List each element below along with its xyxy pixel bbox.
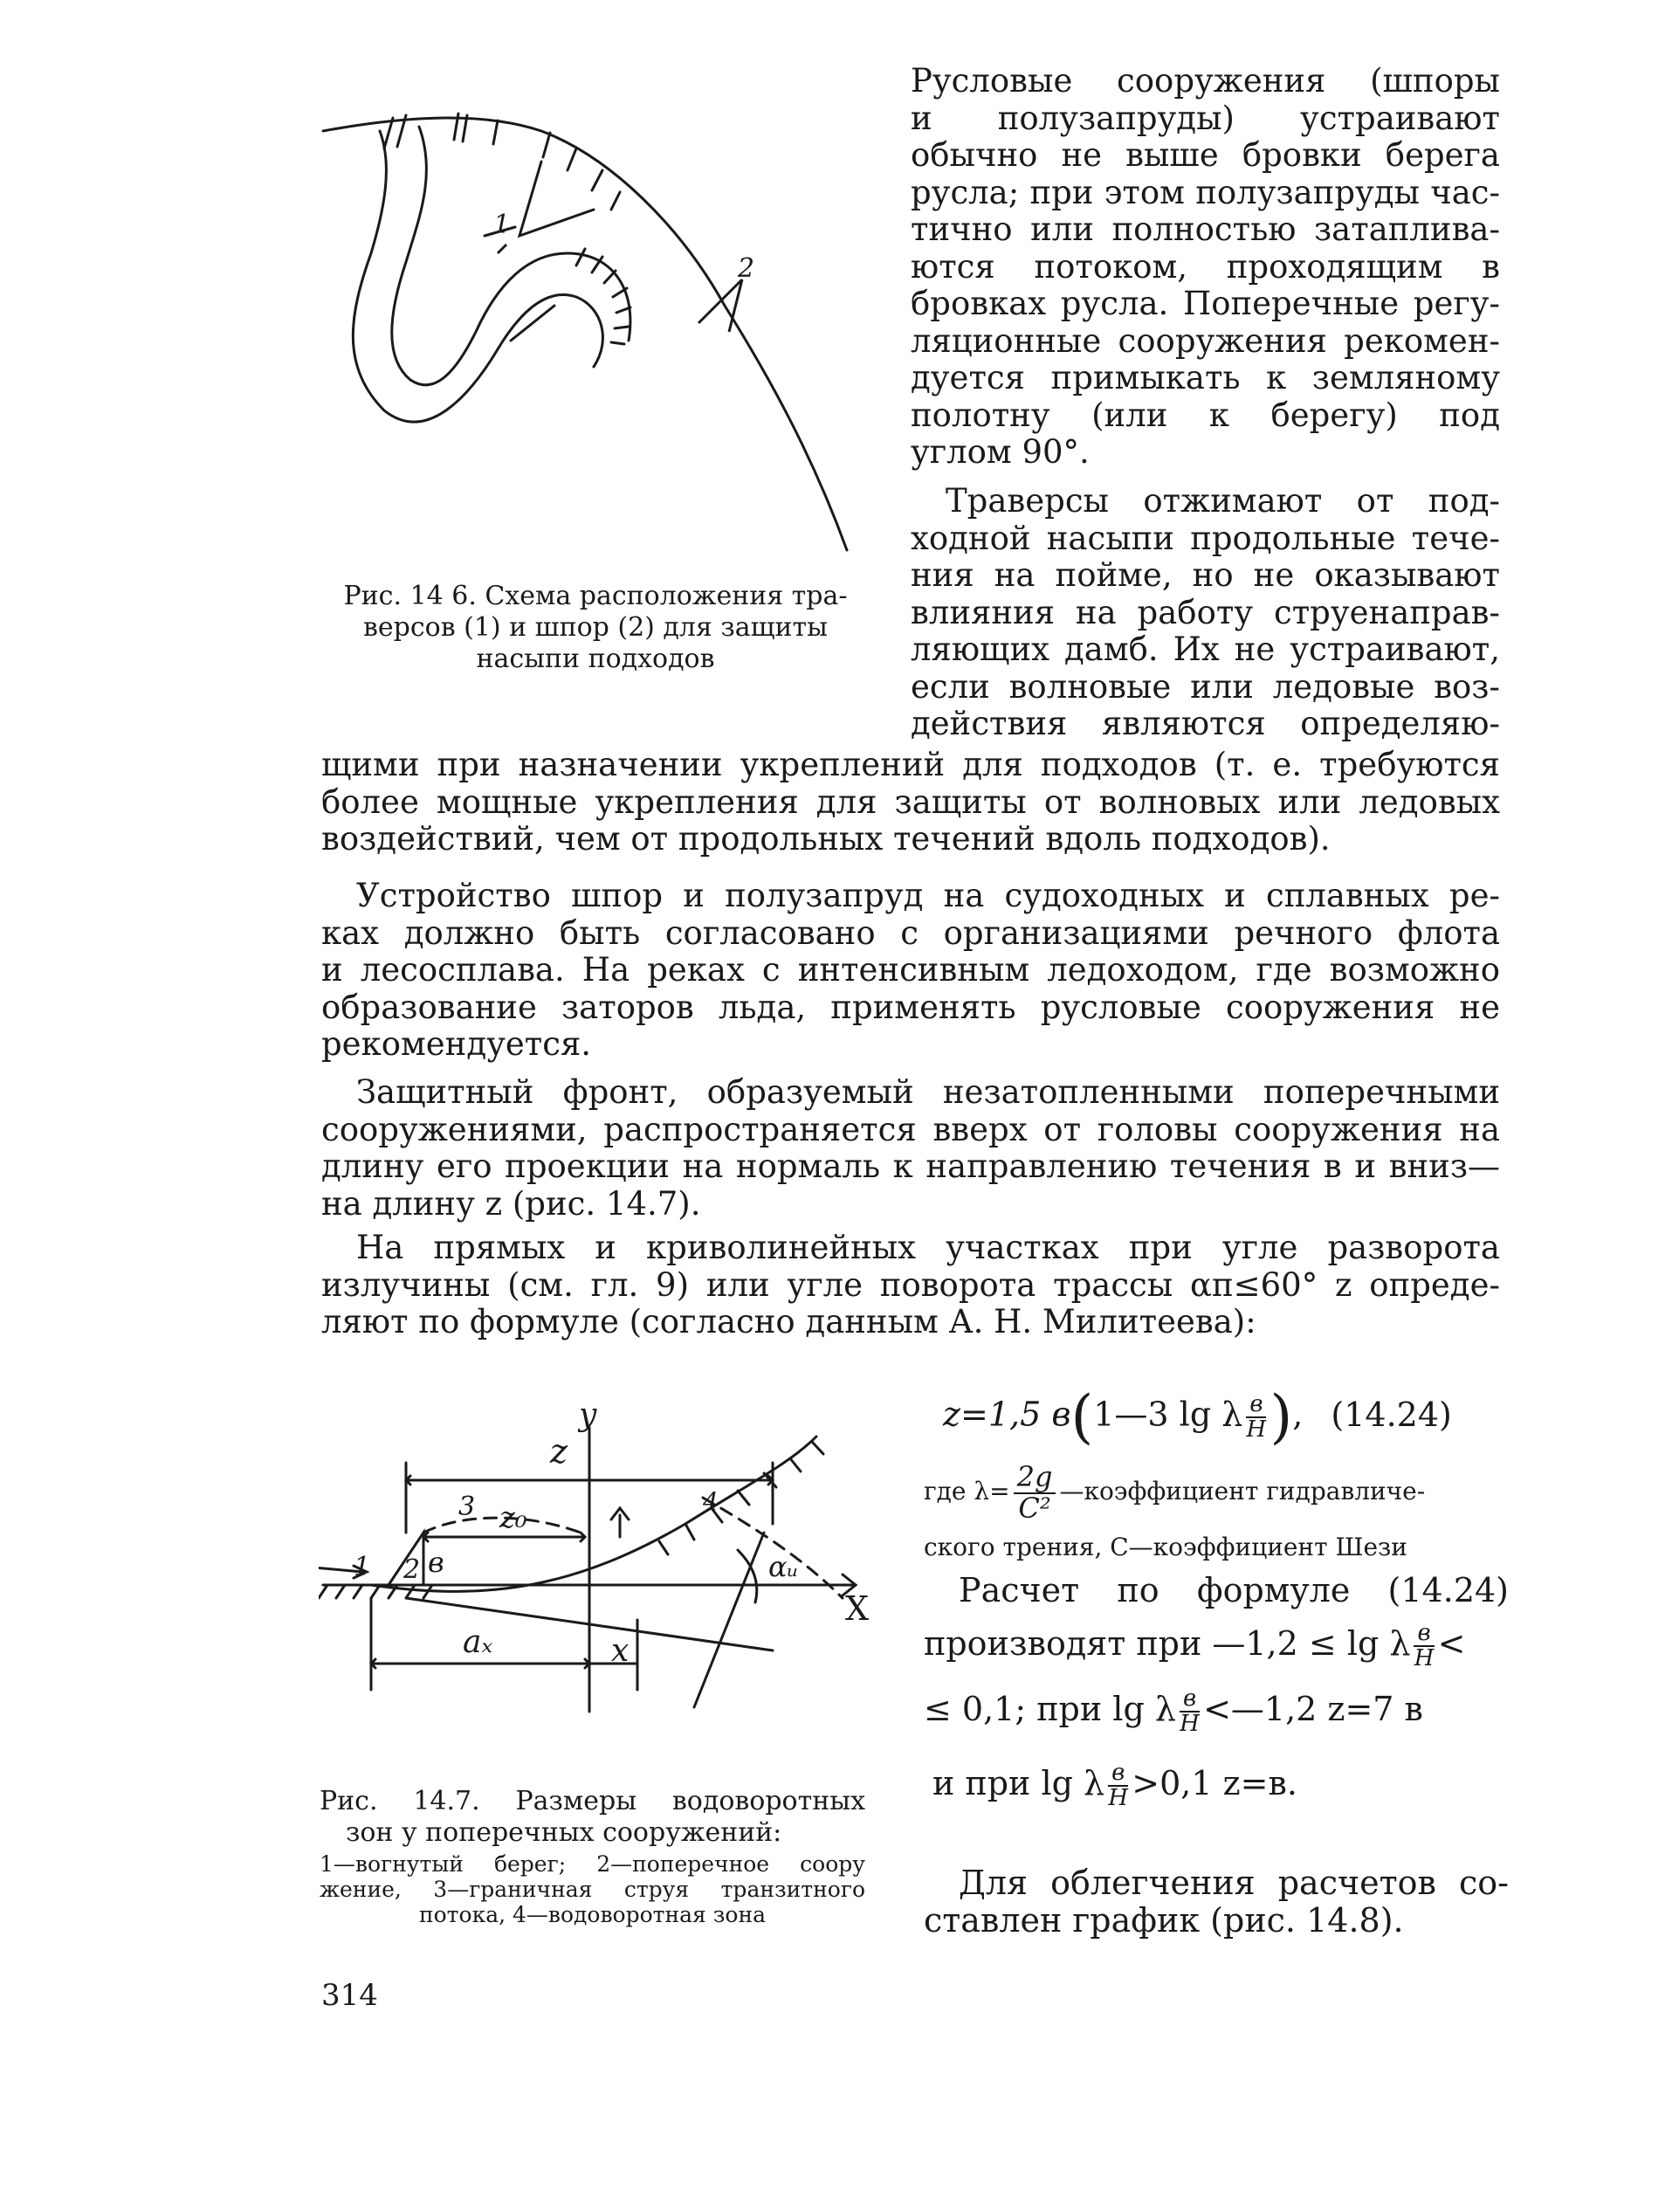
fig147-legend-line: жение, 3—граничная струя транзитного	[320, 1877, 865, 1902]
where-num: 2g	[1014, 1463, 1056, 1494]
text-line: тично или полностью затаплива-	[911, 210, 1500, 248]
formula-frac-num: в	[1246, 1393, 1266, 1418]
fig147-label-z: z	[550, 1432, 568, 1471]
fig147-label-1: 1	[354, 1552, 371, 1582]
fig147-legend-line: потока, 4—водоворотная зона	[418, 1902, 767, 1927]
calc-fraction	[1414, 1619, 1435, 1671]
text-line: дуется примыкать к земляному	[911, 359, 1500, 396]
traverse-structure	[519, 162, 594, 236]
fig147-label-x-axis: X	[845, 1589, 870, 1628]
where-den: C²	[1018, 1491, 1051, 1525]
calc-line-4	[924, 1761, 1509, 1831]
text-line: Траверсы отжимают от под-	[946, 482, 1500, 520]
full-paragraph-3	[321, 1074, 1500, 1223]
right-column-paragraph-2	[911, 483, 1500, 743]
calc-line-3	[924, 1687, 1509, 1761]
text-line: русла; при этом полузапруды час-	[911, 173, 1500, 211]
text-line: ляционные сооружения рекомен-	[911, 321, 1500, 360]
text-line: действия являются определяю-	[911, 705, 1500, 742]
calc-fraction	[1108, 1761, 1128, 1811]
text-line: На прямых и криволинейных участках при угле разворота	[356, 1229, 1500, 1266]
full-paragraph-1	[321, 747, 1500, 858]
calc-line-2-tail: <	[1437, 1623, 1466, 1663]
text-line: излучины (см. гл. 9) или угле поворота трассы αп≤60° z опреде-	[321, 1265, 1500, 1304]
page-number: 314	[321, 1978, 378, 2013]
fig147-legend	[320, 1851, 865, 1927]
text-line: Русловые сооружения (шпоры	[911, 62, 1500, 100]
calc-paragraph	[924, 1572, 1509, 1831]
fig147-label-3: 3	[458, 1492, 476, 1522]
text-line: и полузапруды) устраивают	[911, 99, 1500, 137]
fig146-caption-line: версов (1) и шпор (2) для защиты	[362, 612, 829, 643]
final-paragraph	[924, 1864, 1509, 1939]
full-paragraph-2	[321, 878, 1500, 1064]
fig146-caption-line: Рис. 14 6. Схема расположения тра-	[343, 581, 848, 611]
formula-fraction	[1246, 1390, 1267, 1443]
where-clause	[924, 1460, 1509, 1525]
fig146-leaders	[489, 227, 768, 349]
text-line: полотну (или к берегу) под	[911, 396, 1500, 434]
calc-line-4-tail: >0,1 z=в.	[1132, 1763, 1297, 1802]
text-line: более мощные укрепления для защиты от волновых или ледовых	[321, 782, 1500, 821]
text-line: обычно не выше бровки берега	[911, 136, 1500, 174]
calc-frac-num: в	[1414, 1622, 1434, 1647]
formula-inner: 1—3 lg λ	[1093, 1395, 1243, 1434]
formula-paren-close: )	[1269, 1383, 1293, 1451]
text-line: ляют по формуле (согласно данным А. Н. Милитеева):	[321, 1303, 1256, 1340]
calc-line-4-text: и при lg λ	[932, 1763, 1105, 1802]
fig147-label-ax: aₓ	[463, 1624, 493, 1660]
text-line: ходной насыпи продольные тече-	[911, 519, 1500, 557]
text-line: Для облегчения расчетов со-	[959, 1864, 1509, 1902]
calc-frac-den: H	[1108, 1784, 1129, 1811]
fig147-caption-line: зон у поперечных сооружений:	[346, 1817, 782, 1848]
fig147-legend-line: 1—вогнутый берег; 2—поперечное соору	[320, 1851, 865, 1877]
calc-line-3-tail: <—1,2 z=7 в	[1203, 1689, 1423, 1728]
calc-frac-num: в	[1180, 1687, 1200, 1712]
where-rest: —коэффициент гидравличе-	[1059, 1477, 1426, 1506]
calc-fraction	[1180, 1687, 1200, 1737]
text-line: рекомендуется.	[321, 1025, 592, 1063]
fig147-label-alpha: αᵤ	[768, 1550, 799, 1583]
text-line: образование заторов льда, применять русловые сооружения не	[321, 988, 1500, 1026]
formula-frac-den: H	[1246, 1416, 1267, 1443]
calc-line-3-text: ≤ 0,1; при lg λ	[924, 1689, 1176, 1728]
fig147-label-z0: z₀	[499, 1500, 527, 1535]
text-line: бровках русла. Поперечные регу-	[911, 285, 1500, 322]
calc-line-2	[924, 1619, 1509, 1687]
full-paragraph-4	[321, 1230, 1500, 1341]
right-column-paragraph-1	[911, 63, 1500, 472]
fig147-caption	[320, 1786, 865, 1849]
text-line: и лесосплава. На реках с интенсивным ледоходом, где возможно	[321, 951, 1500, 989]
where-prefix: где λ=	[924, 1477, 1010, 1506]
text-line: воздействий, чем от продольных течений вдоль подходов).	[321, 820, 1331, 858]
formula-paren-open: (	[1070, 1383, 1094, 1451]
where-line-2: ского трения, С—коэффициент Шези	[924, 1533, 1407, 1561]
calc-line-1: Расчет по формуле (14.24)	[959, 1571, 1509, 1609]
fig147-label-y: y	[579, 1397, 597, 1433]
fig147-label-4: 4	[703, 1487, 719, 1516]
dim-depth	[611, 1508, 629, 1537]
fig147-label-2: 2	[403, 1554, 421, 1585]
calc-frac-den: H	[1414, 1644, 1435, 1671]
fig147-label-x-small: x	[611, 1633, 630, 1669]
text-line: сооружениями, распространяется вверх от головы сооружения на	[321, 1110, 1500, 1148]
text-line: ются потоком, проходящим в	[911, 247, 1500, 286]
formula-lhs: z=1,5 в	[943, 1395, 1071, 1434]
text-line: ляющих дамб. Их не устраивают,	[911, 631, 1500, 668]
fig146-label-1: 1	[493, 210, 511, 240]
fig146-label-2: 2	[738, 253, 755, 284]
calc-frac-den: H	[1180, 1710, 1200, 1737]
fig146-caption-line: насыпи подходов	[476, 644, 715, 674]
text-line: ках должно быть согласовано с организациями речного флота	[321, 913, 1500, 952]
text-line: ния на пойме, но не оказывают	[911, 556, 1500, 594]
fig147-label-b: в	[428, 1546, 444, 1579]
text-line: длину его проекции на нормаль к направлению течения в и вниз—	[321, 1147, 1500, 1185]
calc-line-2-text: производят при —1,2 ≤ lg λ	[924, 1623, 1411, 1663]
formula-14-24: z=1,5 в(1—3 lg λ $\frac{в}{H}$ ), (14.24)	[943, 1383, 1452, 1451]
text-line: если волновые или ледовые воз-	[911, 667, 1500, 706]
fig146-caption	[316, 581, 875, 675]
text-line: Устройство шпор и полузапруд на судоходных и сплавных ре-	[356, 877, 1500, 914]
formula-number: (14.24)	[1331, 1395, 1452, 1434]
text-line: щими при назначении укреплений для подходов (т. е. требуются	[321, 746, 1500, 783]
calc-frac-num: в	[1108, 1761, 1128, 1787]
text-line: ставлен график (рис. 14.8).	[924, 1900, 1404, 1940]
text-line: на длину z (рис. 14.7).	[321, 1184, 701, 1223]
fig147-caption-line: Рис. 14.7. Размеры водоворотных	[320, 1786, 865, 1816]
text-line: углом 90°.	[911, 433, 1090, 471]
text-line: Защитный фронт, образуемый незатопленными поперечными	[356, 1073, 1500, 1111]
where-fraction	[1014, 1460, 1056, 1525]
text-line: влияния на работу струенаправ-	[911, 593, 1500, 631]
